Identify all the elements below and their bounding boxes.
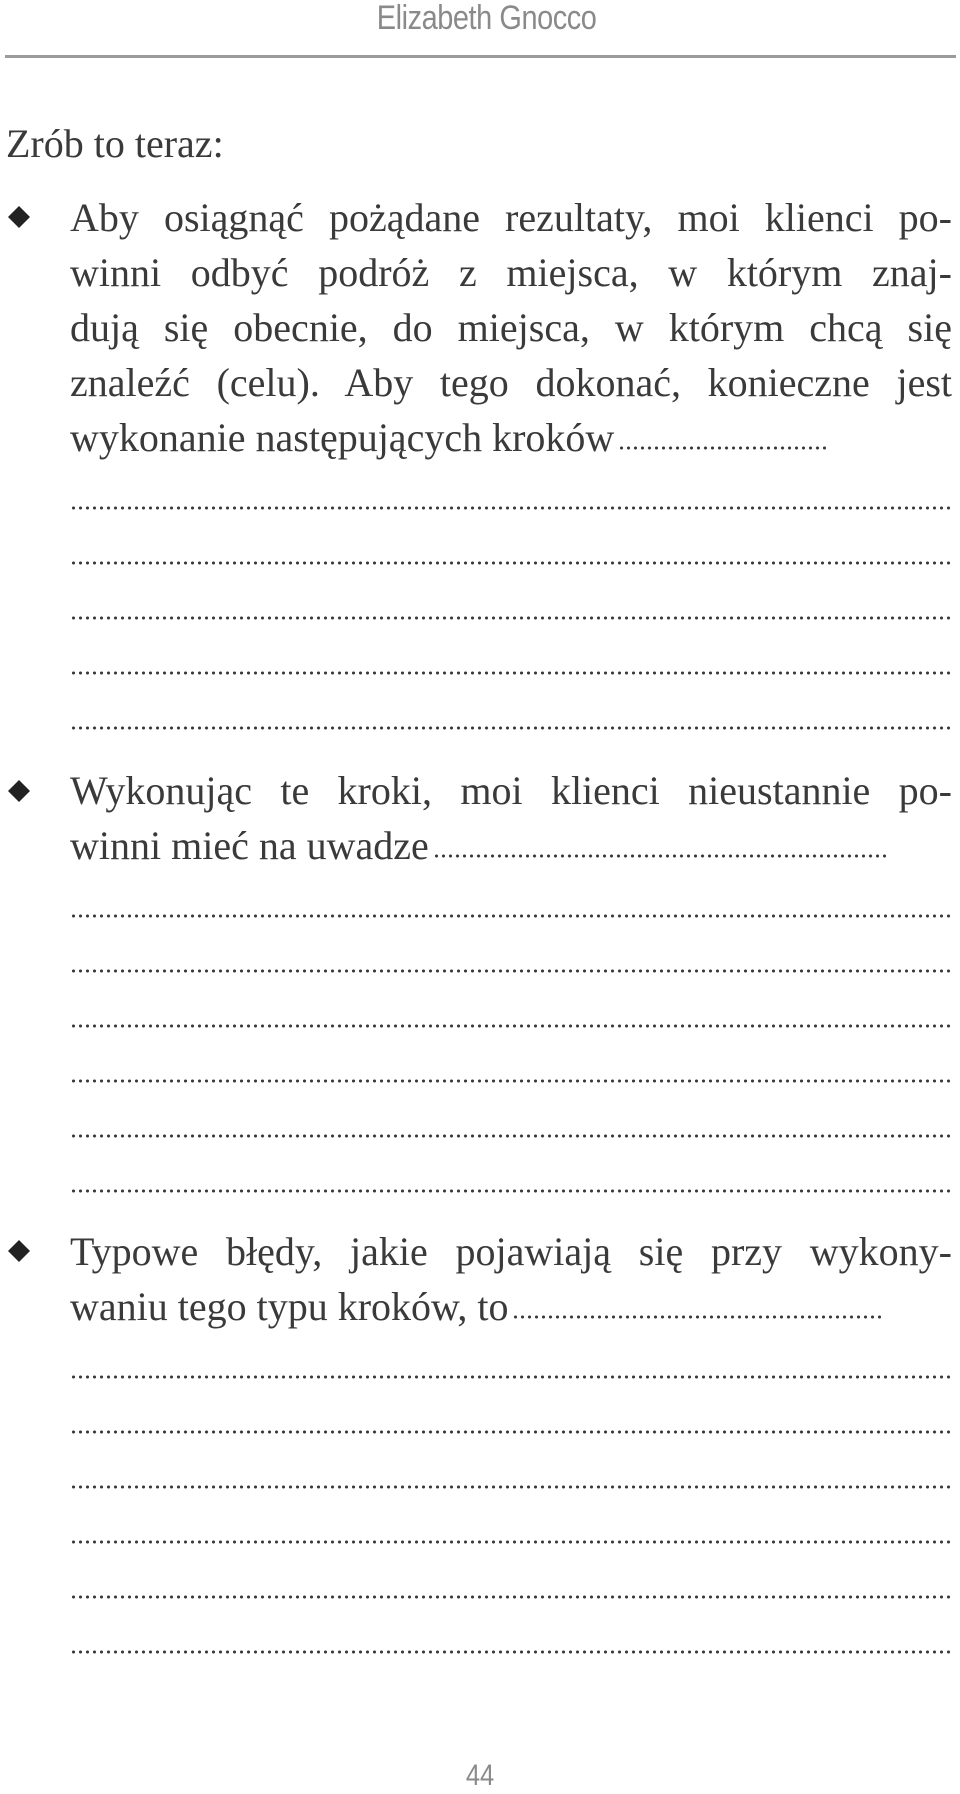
answer-dot-line [70,615,952,621]
item-1-line-4: znaleźć (celu). Aby tego dokonać, konieczne jest [70,360,952,405]
running-head-author: Elizabeth Gnocco [376,0,597,37]
answer-dot-leader [618,445,830,451]
answer-dot-line [70,1429,952,1435]
item-1-line-3: dują się obecnie, do miejsca, w którym chcą się [70,305,952,350]
answer-dot-line [70,1484,952,1490]
item-2-line-2 [70,818,952,874]
item-3-line-1: Typowe błędy, jakie pojawiają się przy wykony- [70,1229,952,1274]
item-1-line-5-text: wykonanie następujących kroków [70,415,615,460]
answer-dot-leader [512,1314,884,1320]
diamond-bullet-icon [8,780,30,802]
diamond-bullet-icon [8,206,30,228]
answer-dot-line [70,1188,952,1194]
section-title: Zrób to teraz: [6,121,224,166]
answer-dot-line [70,1078,952,1084]
answer-dot-leader [433,853,890,859]
page-number: 44 [465,1759,495,1792]
item-1-line-2: winni odbyć podróż z miejsca, w którym znaj- [70,250,952,295]
answer-dot-line [70,1133,952,1139]
answer-dot-line [70,560,952,566]
answer-dot-line [70,670,952,676]
item-3-line-2 [70,1279,952,1335]
answer-dot-line [70,968,952,974]
answer-dot-line [70,1023,952,1029]
answer-dot-line [70,725,952,731]
answer-dot-line [70,1374,952,1380]
answer-dot-line [70,505,952,511]
answer-dot-line [70,1594,952,1600]
item-1-line-1: Aby osiągnąć pożądane rezultaty, moi klienci po- [70,195,952,240]
item-2-line-1: Wykonując te kroki, moi klienci nieustannie po- [70,768,952,813]
answer-dot-line [70,1539,952,1545]
item-1-line-5 [70,410,952,466]
answer-dot-line [70,1649,952,1655]
item-2-line-2-text: winni mieć na uwadze [70,823,429,868]
diamond-bullet-icon [8,1240,30,1262]
header-rule [5,55,956,58]
item-3-line-2-text: waniu tego typu kroków, to [70,1284,509,1329]
answer-dot-line [70,913,952,919]
